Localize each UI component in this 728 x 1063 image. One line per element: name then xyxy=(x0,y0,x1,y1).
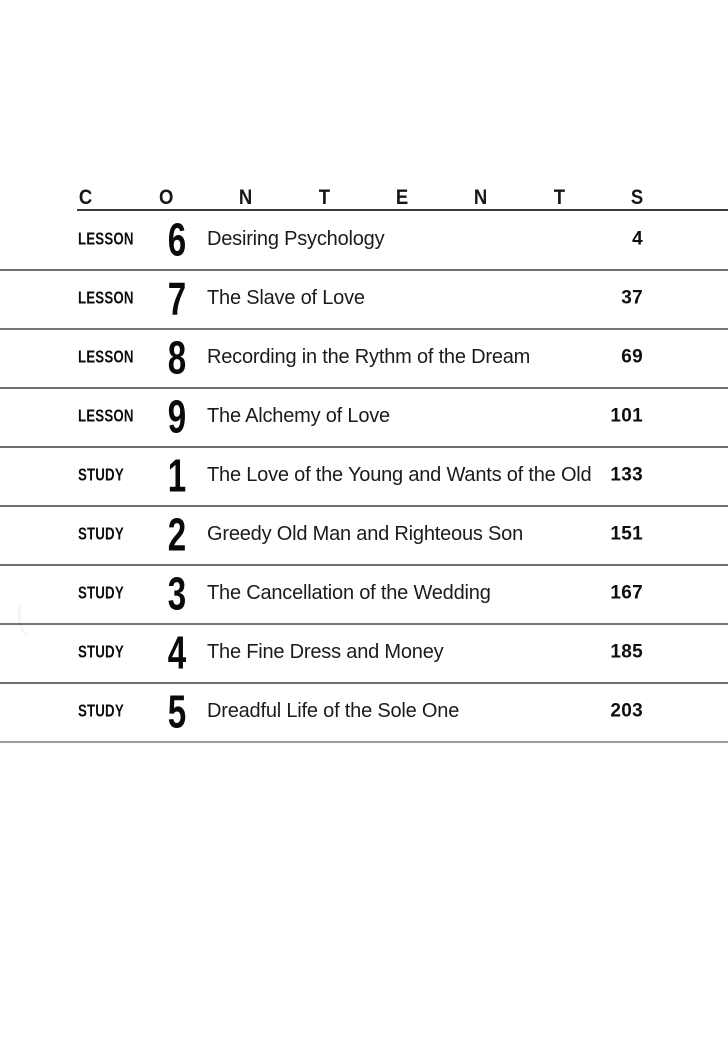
entry-number: 1 xyxy=(167,449,187,502)
contents-letter: C xyxy=(78,186,93,209)
entry-page-number: 167 xyxy=(610,582,643,604)
toc-entry-row xyxy=(0,330,728,389)
contents-letter: E xyxy=(395,186,409,209)
entry-title: Recording in the Rythm of the Dream xyxy=(207,345,531,368)
entry-number: 2 xyxy=(167,508,187,561)
entry-title: The Fine Dress and Money xyxy=(207,640,444,663)
entry-page-number: 4 xyxy=(632,228,643,250)
entry-number: 4 xyxy=(167,626,187,679)
contents-letter: T xyxy=(318,186,330,209)
entry-page-number: 133 xyxy=(610,464,643,486)
entry-number: 8 xyxy=(167,331,187,384)
entry-page-number: 185 xyxy=(610,641,643,663)
toc-entry-row xyxy=(0,212,728,271)
contents-letter: T xyxy=(553,186,565,209)
entry-type-label: STUDY xyxy=(78,700,124,721)
toc-entry-list xyxy=(0,212,728,743)
entry-title: The Cancellation of the Wedding xyxy=(207,581,491,604)
entry-number: 6 xyxy=(167,213,187,266)
entry-type-label: LESSON xyxy=(78,346,134,367)
entry-title: Desiring Psychology xyxy=(207,227,385,250)
entry-number: 7 xyxy=(167,272,187,325)
entry-page-number: 69 xyxy=(621,346,643,368)
toc-entry-row xyxy=(0,271,728,330)
entry-type-label: LESSON xyxy=(78,405,134,426)
contents-title xyxy=(78,186,644,208)
entry-number: 3 xyxy=(167,567,187,620)
entry-type-label: LESSON xyxy=(78,228,134,249)
entry-number: 9 xyxy=(167,390,187,443)
toc-entry-row xyxy=(0,448,728,507)
entry-page-number: 151 xyxy=(610,523,643,545)
toc-entry-row xyxy=(0,389,728,448)
entry-type-label: STUDY xyxy=(78,641,124,662)
entry-number: 5 xyxy=(167,685,187,738)
entry-type-label: STUDY xyxy=(78,582,124,603)
contents-letter: N xyxy=(474,186,488,209)
entry-type-label: STUDY xyxy=(78,464,124,485)
toc-entry-row xyxy=(0,625,728,684)
entry-title: The Slave of Love xyxy=(207,286,365,309)
toc-entry-row xyxy=(0,566,728,625)
contents-letter: N xyxy=(239,186,253,209)
entry-page-number: 101 xyxy=(610,405,643,427)
entry-page-number: 37 xyxy=(621,287,643,309)
entry-title: Dreadful Life of the Sole One xyxy=(207,699,460,722)
toc-entry-row xyxy=(0,684,728,743)
entry-title: The Alchemy of Love xyxy=(207,404,390,427)
entry-title: Greedy Old Man and Righteous Son xyxy=(207,522,524,545)
entry-type-label: STUDY xyxy=(78,523,124,544)
toc-entry-row xyxy=(0,507,728,566)
entry-type-label: LESSON xyxy=(78,287,134,308)
entry-title: The Love of the Young and Wants of the Old xyxy=(207,463,592,486)
contents-letter: S xyxy=(630,186,644,209)
entry-page-number: 203 xyxy=(610,700,643,722)
contents-letter: O xyxy=(158,186,173,209)
